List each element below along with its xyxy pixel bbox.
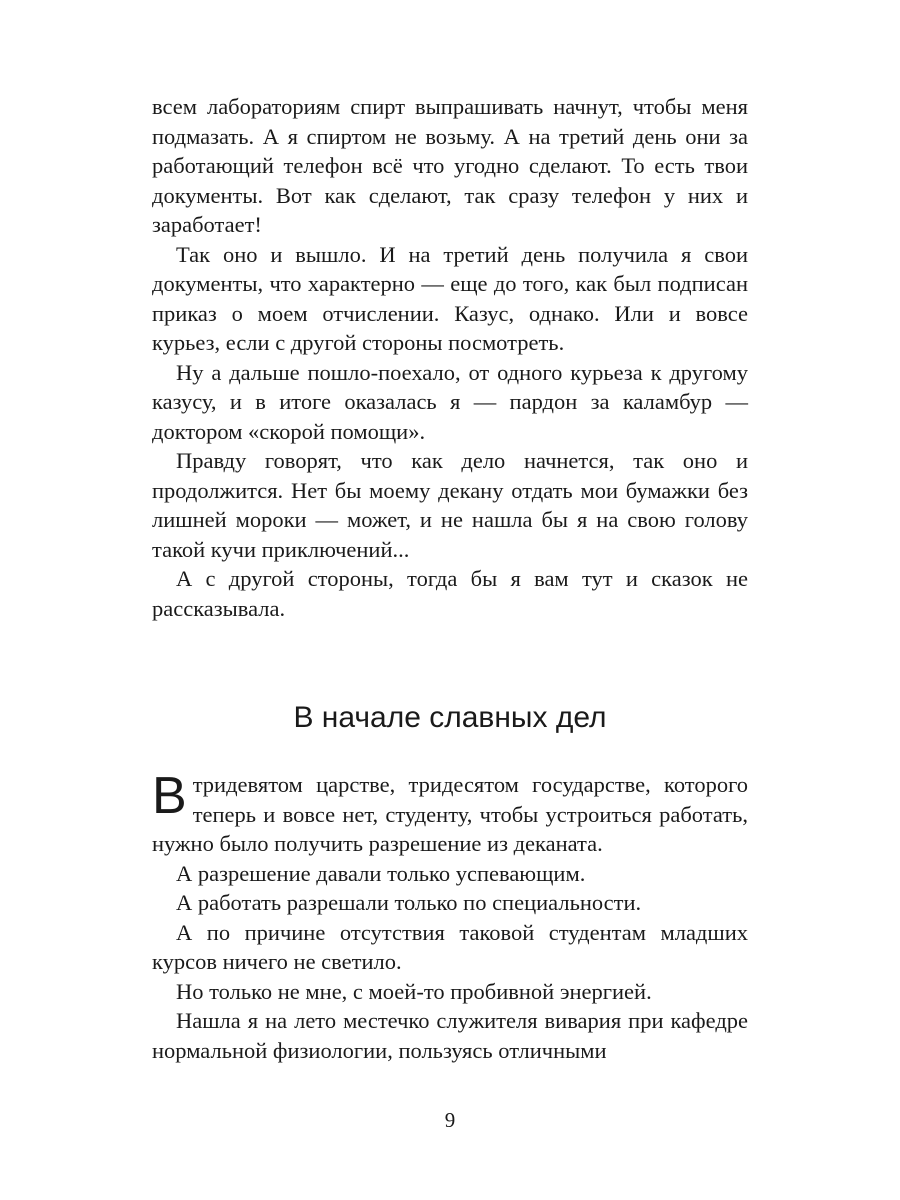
drop-cap: В xyxy=(152,767,187,825)
paragraph-4: Правду говорят, что как дело начнется, так оно и продолжится. Нет бы моему декану отдать мои бумажки без лишней мороки — может, и не нашла бы я на свою голову такой кучи приключений... xyxy=(152,448,748,562)
chapter-body xyxy=(152,767,748,1065)
chapter-first-paragraph-text: тридевятом царстве, тридесятом государстве, которого теперь и вовсе нет, студенту, чтобы устроиться работать, нужно было получить разрешение из деканата. xyxy=(152,772,748,856)
chapter-paragraph-4: А по причине отсутствия таковой студентам младших курсов ничего не светило. xyxy=(152,919,748,974)
section-one xyxy=(152,92,748,623)
chapter-paragraph-2: А разрешение давали только успевающим. xyxy=(176,860,586,886)
paragraph-3: Ну а дальше пошло-поехало, от одного курьеза к другому казусу, и в итоге оказалась я — пардон за каламбур — доктором «скорой помощи». xyxy=(152,359,748,444)
paragraph-1: всем лабораториям спирт выпрашивать начнут, чтобы меня подмазать. А я спиртом не возьму. А на третий день они за работающий телефон всё что угодно сделают. То есть твои документы. Вот как сделают, так сразу телефон у них и заработает! xyxy=(152,94,748,237)
chapter-title: В начале славных дел xyxy=(293,701,607,734)
page-number: 9 xyxy=(444,1108,456,1132)
chapter-paragraph-5: Но только не мне, с моей-то пробивной энергией. xyxy=(176,978,652,1004)
chapter-paragraph-3: А работать разрешали только по специальности. xyxy=(176,890,642,915)
paragraph-5: А с другой стороны, тогда бы я вам тут и сказок не рассказывала. xyxy=(152,566,748,621)
chapter-first-paragraph xyxy=(152,767,748,859)
chapter-paragraph-6: Нашла я на лето местечко служителя вивария при кафедре нормальной физиологии, пользуясь отличными xyxy=(152,1008,748,1063)
paragraph-2: Так оно и вышло. И на третий день получила я свои документы, что характерно — еще до того, как был подписан приказ о моем отчислении. Казус, однако. Или и вовсе курьез, если с другой стороны посмотреть. xyxy=(152,241,748,355)
